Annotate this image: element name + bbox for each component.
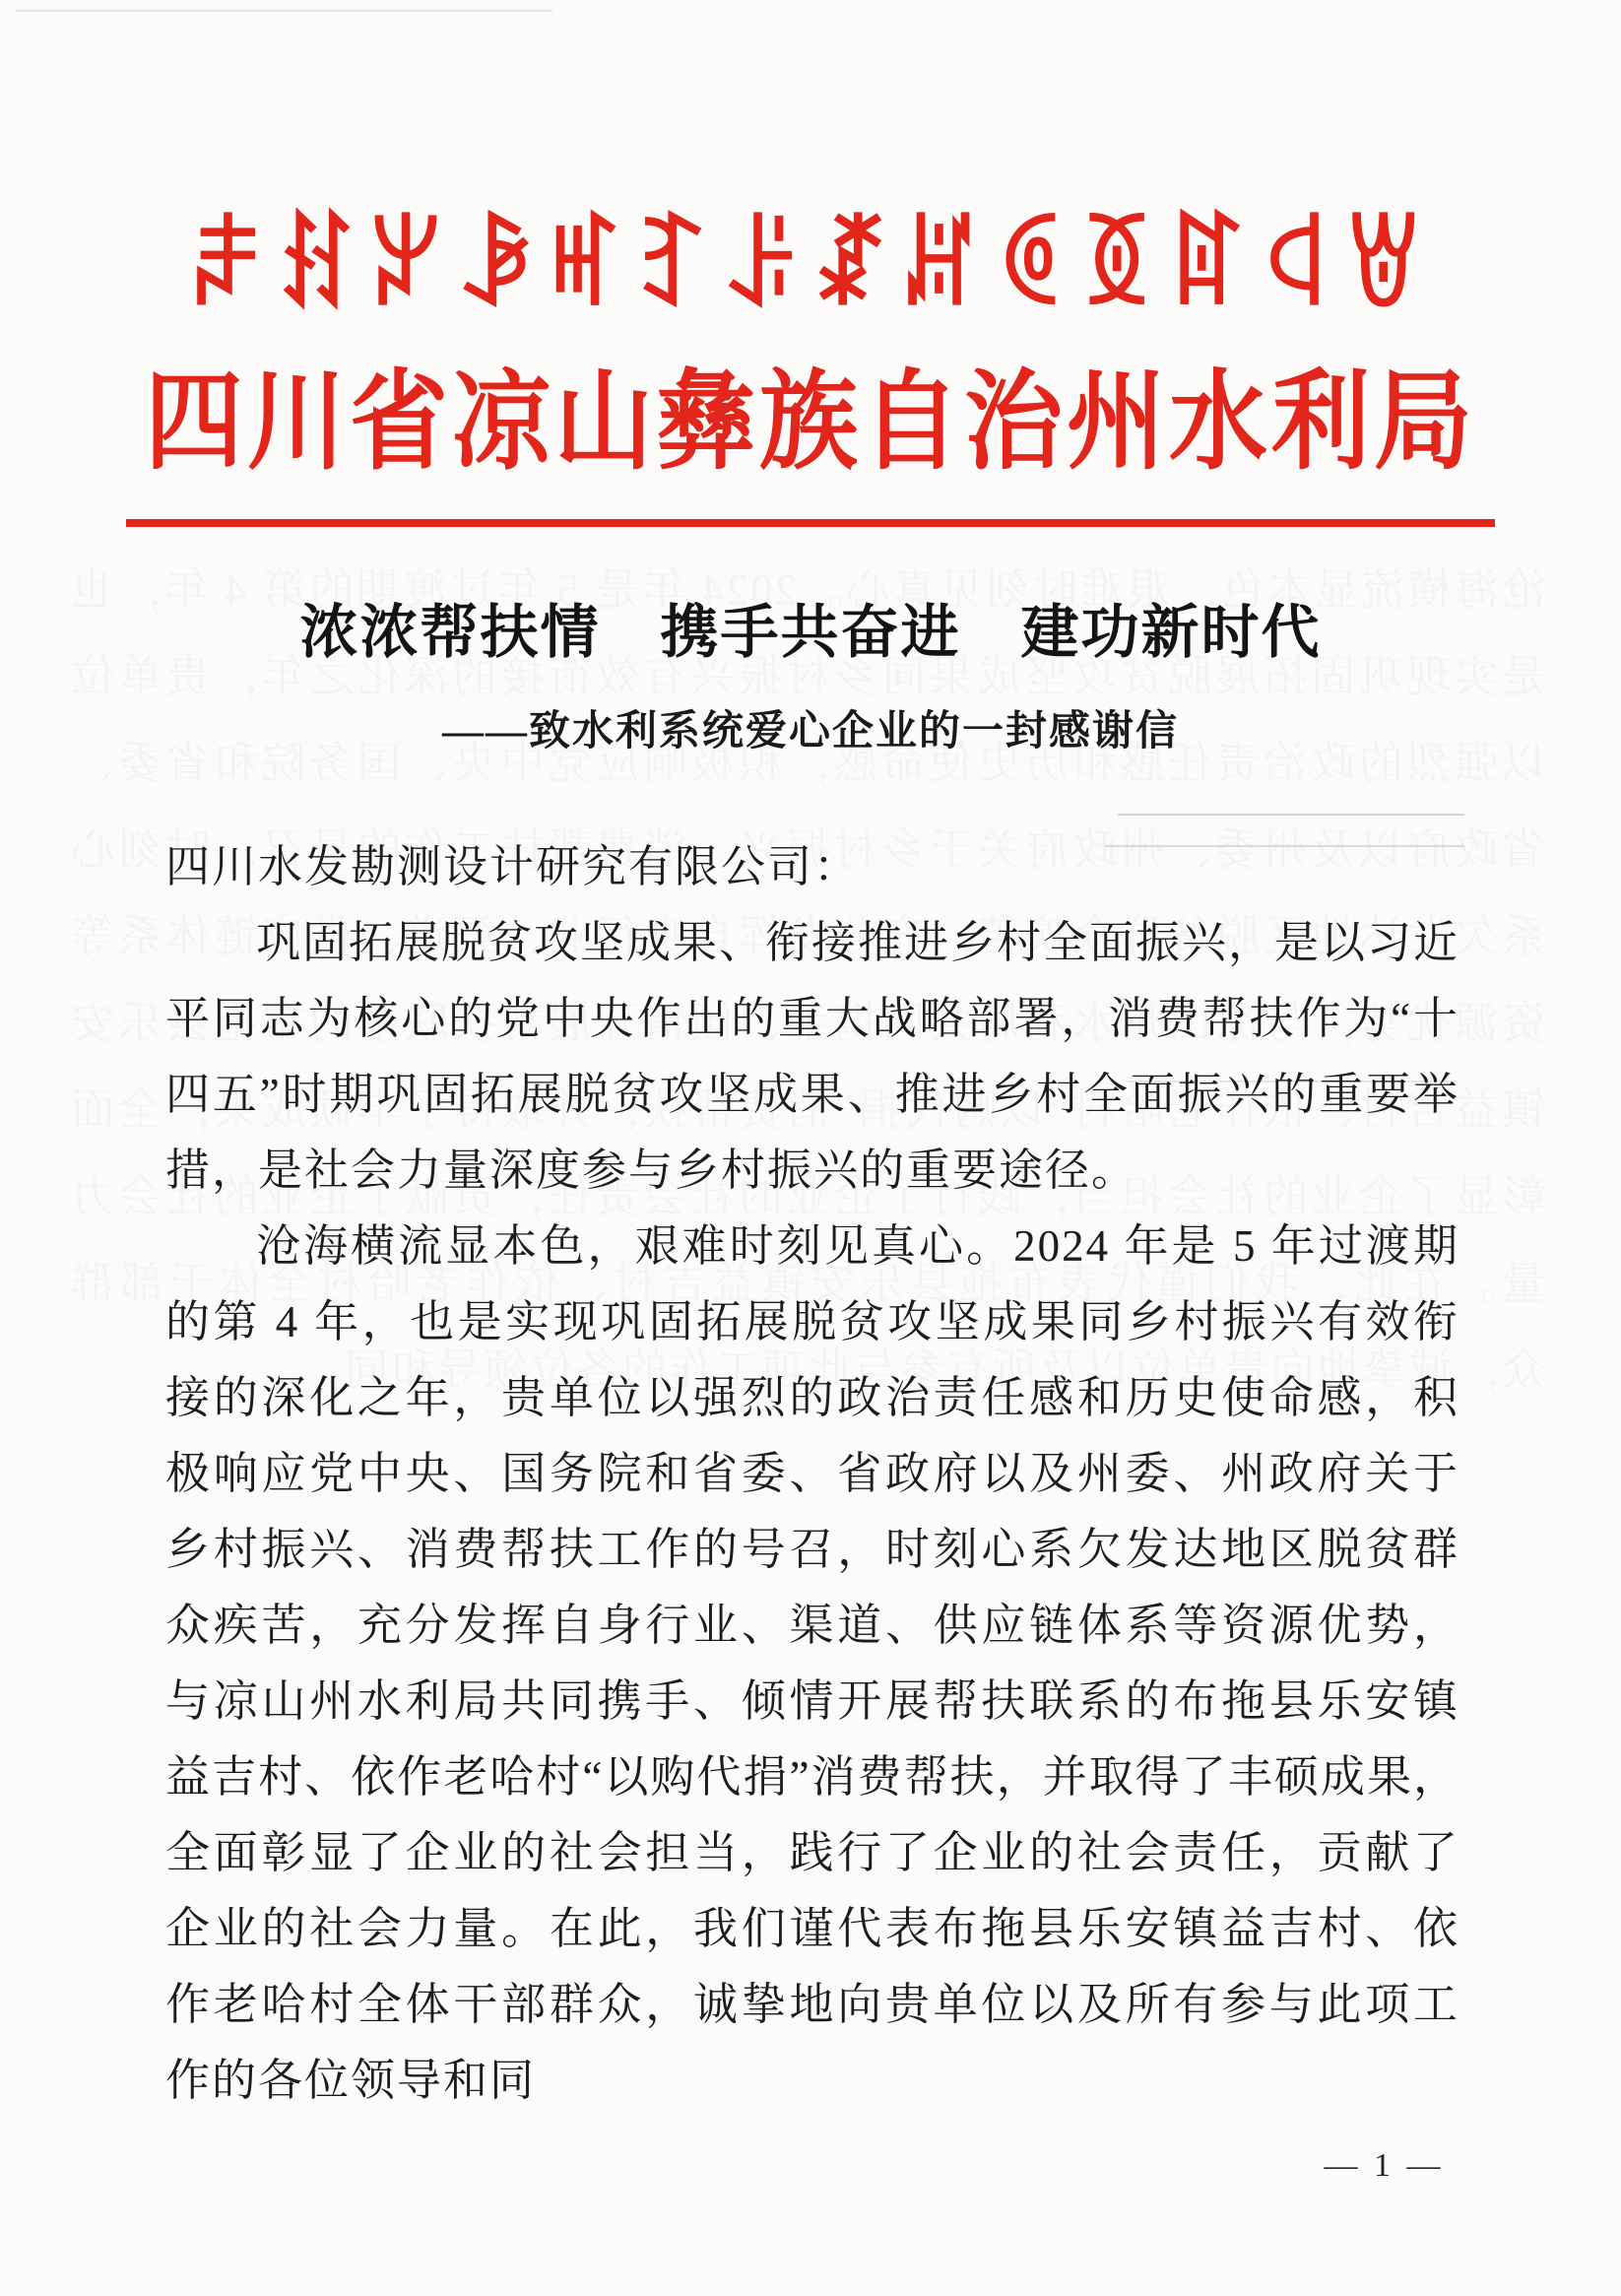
scan-artifact-line xyxy=(16,10,552,12)
letter-title: 浓浓帮扶情 携手共奋进 建功新时代 xyxy=(299,600,1322,665)
letterhead-divider-rule xyxy=(126,519,1495,527)
body-paragraph: 巩固拓展脱贫攻坚成果、衔接推进乡村全面振兴，是以习近平同志为核心的党中央作出的重大战略部署，消费帮扶作为“十四五”时期巩固拓展脱贫攻坚成果、推进乡村全面振兴的重要举措，是社会力量深度参与乡村振兴的重要途径。 xyxy=(165,918,1460,1195)
body-paragraph: 沧海横流显本色，艰难时刻见真心。2024 年是 5 年过渡期的第 4 年，也是实现巩固拓展脱贫攻坚成果同乡村振兴有效衔接的深化之年，贵单位以强烈的政治责任感和历史使命感，积极响应党中央、国务院和省委、省政府以及州委、州政府关于乡村振兴、消费帮扶工作的号召，时刻心系欠发达地区脱贫群众疾苦，充分发挥自身行业、渠道、供应链体系等资源优势，与凉山州水利局共同携手、倾情开展帮扶联系的布拖县乐安镇益吉村、依作老哈村“以购代捐”消费帮扶，并取得了丰硕成果，全面彰显了企业的社会担当，践行了企业的社会责任，贡献了企业的社会力量。在此，我们谨代表布拖县乐安镇益吉村、依作老哈村全体干部群众，诚挚地向贵单位以及所有参与此项工作的各位领导和同 xyxy=(165,1221,1459,2105)
letter-subtitle: ——致水利系统爱心企业的一封感谢信 xyxy=(441,709,1179,754)
ghost-bleedthrough-line xyxy=(1118,814,1464,816)
salutation: 四川水发勘测设计研究有限公司： xyxy=(165,842,861,891)
letterhead-yi-script: ꌧꍧꏃꆃꎭꆈꌠꊨꏦꏲꅉꍏꒉꇐ xyxy=(188,213,1433,326)
letterhead-agency-name: 四川省凉山彝族自治州水利局 xyxy=(145,362,1476,484)
page-number: — 1 — xyxy=(1324,2147,1445,2184)
letter-body xyxy=(165,829,1459,2119)
